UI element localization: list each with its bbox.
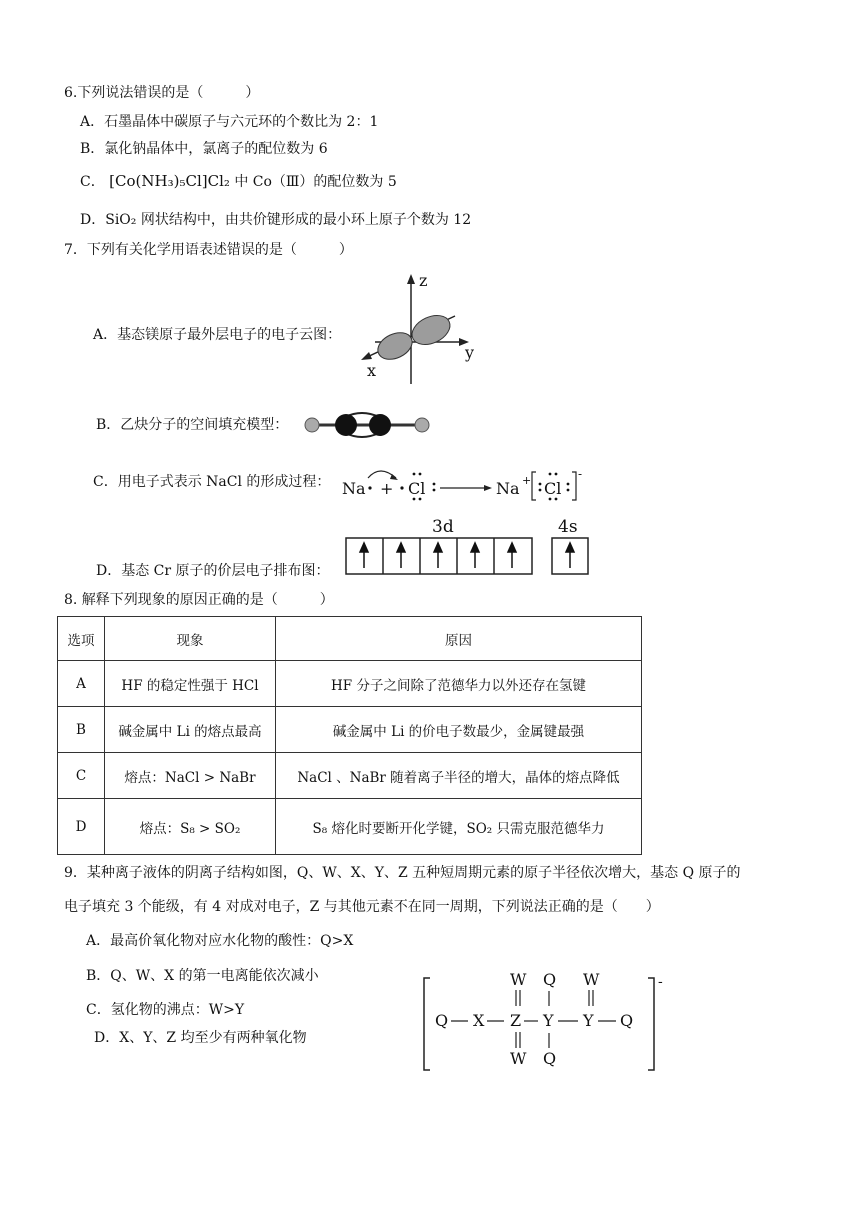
na-charge-plus: + [522,474,532,487]
q6-option-b: B．氯化钠晶体中，氯离子的配位数为 6 [80,141,328,157]
q6-option-c-suffix: 中 Co（Ⅲ）的配位数为 5 [234,174,397,190]
cell-reason: S₈ 熔化时要断开化学键，SO₂ 只需克服范德华力 [276,799,642,855]
mg-orbital-figure [355,272,480,384]
plus-sign: + [380,479,394,498]
atom-x: X [473,1011,485,1030]
cell-option: A [58,661,105,707]
cell-reason: 碱金属中 Li 的价电子数最少，金属键最强 [276,707,642,753]
cell-option: C [58,753,105,799]
header-option: 选项 [58,617,105,661]
atom-q-left: Q [435,1011,449,1030]
axis-label-z: z [419,272,428,290]
atom-top-q: Q [543,970,557,989]
table-row [58,661,642,707]
atom-bottom-w: W [510,1049,527,1068]
q7-option-c: C．用电子式表示 NaCl 的形成过程： [93,474,331,490]
q6-option-c-prefix: C． [80,174,105,190]
q7-stem: 7．下列有关化学用语表述错误的是（ ） [64,242,353,258]
atom-y2: Y [583,1011,594,1030]
cell-option: D [58,799,105,855]
anion-structure-figure [420,966,670,1076]
cl-right-label: Cl [544,479,562,498]
na-right-label: Na [496,479,520,498]
header-reason: 原因 [276,617,642,661]
table-row [58,707,642,753]
cell-option: B [58,707,105,753]
cell-phenomenon: 熔点：NaCl > NaBr [105,753,276,799]
nacl-electron-formula-figure [340,466,590,504]
q7-option-a: A．基态镁原子最外层电子的电子云图： [93,327,342,343]
q9-option-b: B．Q、W、X 的第一电离能依次减小 [86,968,319,984]
q6-option-d: D．SiO₂ 网状结构中，由共价键形成的最小环上原子个数为 12 [80,212,472,228]
cell-phenomenon: HF 的稳定性强于 HCl [105,661,276,707]
header-phenomenon: 现象 [105,617,276,661]
cell-reason: NaCl 、NaBr 随着离子半径的增大，晶体的熔点降低 [276,753,642,799]
q7-option-b: B．乙炔分子的空间填充模型： [96,417,289,433]
q9-option-a: A．最高价氧化物对应水化物的酸性：Q>X [86,933,354,949]
q8-stem: 8. 解释下列现象的原因正确的是（ ） [64,592,334,608]
q6-option-c-formula: [Co(NH₃)₅Cl]Cl₂ [109,172,230,190]
axis-label-y: y [465,343,475,362]
cr-orbital-diagram [344,512,594,580]
cl-charge-minus: - [578,467,583,481]
atom-z: Z [510,1011,522,1030]
q6-stem: 6.下列说法错误的是（ ） [64,85,260,101]
anion-charge: - [658,974,663,990]
atom-y1: Y [543,1011,554,1030]
na-left-label: Na [342,479,366,498]
atom-q-right: Q [620,1011,634,1030]
table-row [58,753,642,799]
q7-option-d: D．基态 Cr 原子的价层电子排布图： [96,563,330,579]
table-header-row [58,617,642,661]
q9-option-c: C．氢化物的沸点：W>Y [86,1002,245,1018]
acetylene-model-figure [300,410,432,440]
axis-label-x: x [367,361,377,380]
atom-top-w2: W [583,970,600,989]
atom-bottom-q: Q [543,1049,557,1068]
label-3d: 3d [432,517,454,537]
cell-reason: HF 分子之间除了范德华力以外还存在氢键 [276,661,642,707]
cell-phenomenon: 碱金属中 Li 的熔点最高 [105,707,276,753]
q8-table [57,616,642,855]
cell-phenomenon: 熔点：S₈ > SO₂ [105,799,276,855]
q9-option-d: D．X、Y、Z 均至少有两种氧化物 [94,1030,307,1046]
atom-top-w1: W [510,970,527,989]
q9-stem-line1: 9．某种离子液体的阴离子结构如图，Q、W、X、Y、Z 五种短周期元素的原子半径依次增大，基态 Q 原子的 [64,865,741,881]
q6-option-a: A．石墨晶体中碳原子与六元环的个数比为 2：1 [80,114,379,130]
table-row [58,799,642,855]
q9-stem-line2: 电子填充 3 个能级，有 4 对成对电子，Z 与其他元素不在同一周期，下列说法正确的是（ ） [64,899,660,915]
cl-left-label: Cl [408,479,426,498]
q6-option-c [80,171,397,192]
label-4s: 4s [558,517,578,537]
